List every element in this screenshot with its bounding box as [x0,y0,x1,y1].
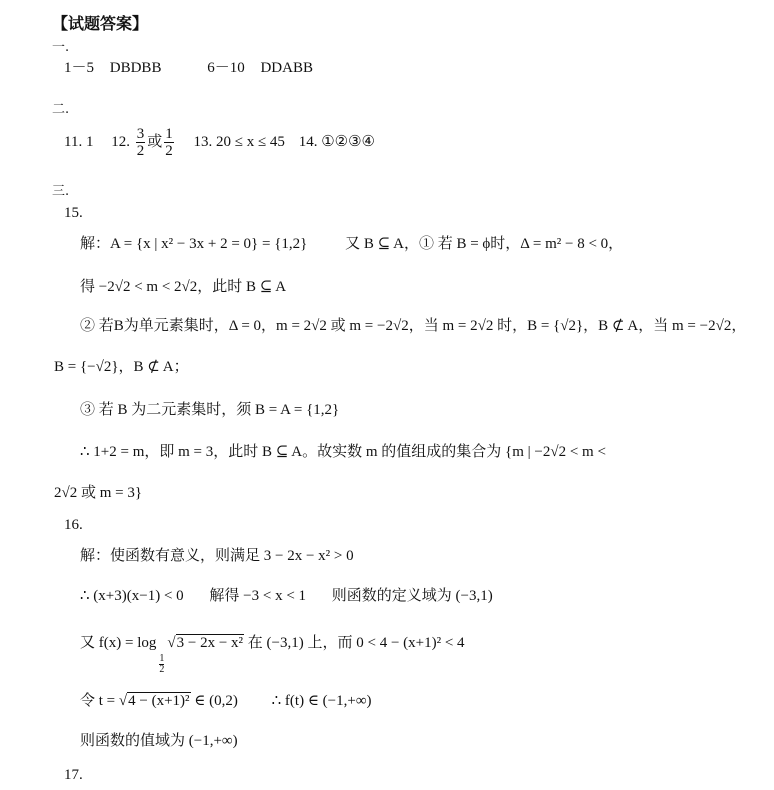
q16-line-3 [80,633,465,675]
q15-line-2: 得 −2√2 < m < 2√2，此时 B ⊆ A [80,279,287,295]
q16-inequality: ∴ (x+3)(x−1) < 0 [80,588,184,604]
answers-1-5: DBDBB [109,60,162,76]
q15-number: 15. [64,205,83,221]
sqrt-expression-t: √4 − (x+1)² [118,693,190,709]
q16-line-4 [80,691,372,711]
q16-line-2 [80,586,493,606]
q15-line-7: 2√2 或 m = 3} [54,485,143,501]
q15-line-5: ③ 若 B 为二元素集时，须 B = A = {1,2} [80,402,340,418]
q15-line-6: ∴ 1+2 = m，即 m = 3，此时 B ⊆ A。故实数 m 的值组成的集合为 {m | −2√2 < m < [80,444,606,460]
q16-range-condition: 在 (−3,1) 上，而 0 < 4 − (x+1)² < 4 [247,635,465,651]
q14-answer: 14. ①②③④ [298,133,375,150]
q13-answer: 13. 20 ≤ x ≤ 45 [193,133,285,150]
or-text: 或 [147,133,163,150]
q11-answer: 11. 1 [64,133,94,150]
q15-case-1: 又 B ⊆ A，① 若 B = ϕ时，Δ = m² − 8 < 0， [345,236,624,252]
q16-t-range: ∈ (0,2) [194,693,238,709]
range-1-5: 1－5 [64,60,95,76]
q16-f-range: ∴ f(t) ∈ (−1,+∞) [271,693,372,709]
q16-line-5: 则函数的值域为 (−1,+∞) [80,733,238,749]
q16-line-1: 解：使函数有意义，则满足 3 − 2x − x² > 0 [80,548,354,564]
sqrt-expression: √3 − 2x − x² [167,635,244,651]
q16-solution: 解得 −3 < x < 1 [209,588,307,604]
fraction-1-2: $\frac{1}{2}$ [165,126,173,159]
log-base-half: $\frac{1}{2}$ [159,653,165,675]
answer-title: 【试题答案】 [52,14,149,33]
q15-line-1 [80,234,623,254]
answers-6-10: DDABB [260,60,313,76]
q12-label: 12. [111,133,130,150]
q16-domain: 则函数的定义域为 (−3,1) [331,588,493,604]
fraction-3-2: $\frac{3}{2}$ [136,126,145,159]
q17-number: 17. [64,767,83,783]
q15-set-a: 解：A = {x | x² − 3x + 2 = 0} = {1,2} [80,236,308,252]
q15-line-3: ② 若B为单元素集时，Δ = 0，m = 2√2 或 m = −2√2，当 m = 2√2 时，B = {√2}，B ⊄ A，当 m = −2√2， [80,318,747,334]
q15-line-4: B = {−√2}，B ⊄ A； [54,359,189,375]
range-6-10: 6－10 [207,60,245,76]
q16-number: 16. [64,517,83,533]
section-two-label: 二. [52,102,70,117]
q16-let-t: 令 t = [80,693,116,709]
choice-answers-row [64,58,313,78]
section-three-label: 三. [52,184,70,199]
q16-f-def: 又 f(x) = log [80,635,157,651]
fill-answers-row [64,126,375,159]
section-one-label: 一. [52,40,70,55]
